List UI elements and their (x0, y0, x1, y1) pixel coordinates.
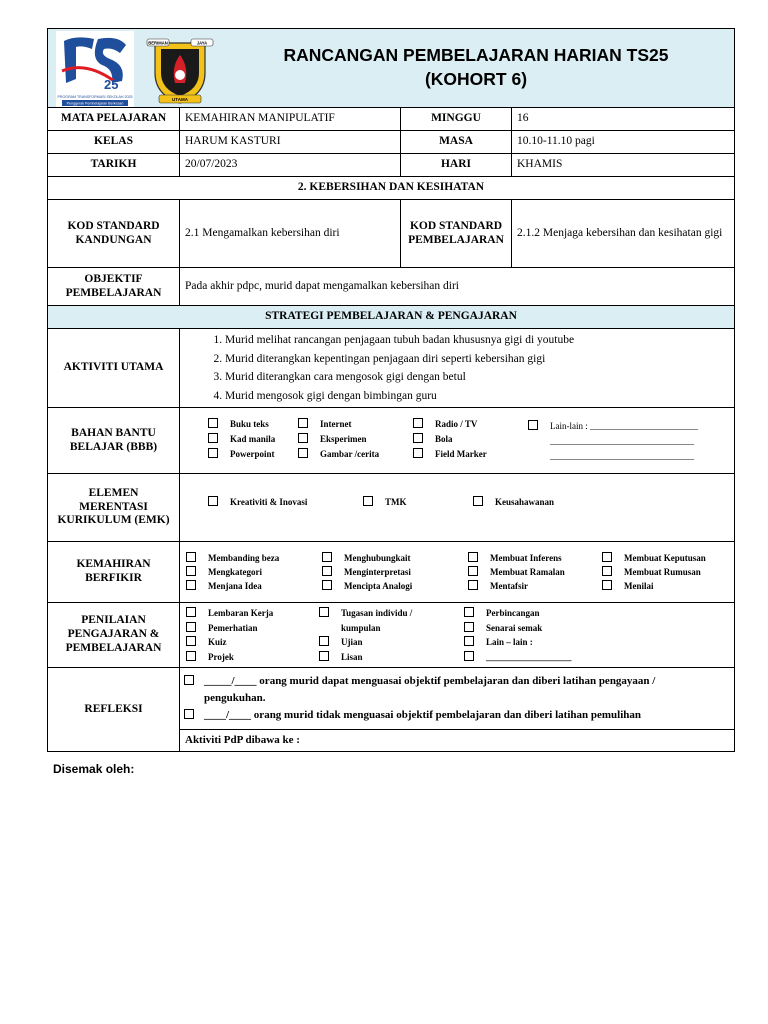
checkbox-icon (184, 675, 194, 685)
ksp-label: KOD STANDARD PEMBELAJARAN (401, 200, 512, 268)
svg-text:Penggerak Pembelajaran Berkesa: Penggerak Pembelajaran Berkesan (66, 101, 124, 106)
aktiviti-item: 1. Murid melihat rancangan penjagaan tubuh badan khususnya gigi di youtube (225, 331, 734, 350)
bbb-option[interactable]: Field Marker (413, 447, 528, 462)
kemahiran-option[interactable]: Membuat Keputusan (602, 551, 734, 565)
penilaian-option[interactable]: Lembaran Kerja (186, 606, 319, 621)
checkbox-icon (186, 607, 196, 617)
bbb-option[interactable]: Internet (298, 417, 413, 432)
penilaian-option[interactable]: Lisan (319, 650, 464, 665)
checkbox-icon (363, 496, 373, 506)
checkbox-icon (322, 552, 332, 562)
aktiviti-list (180, 329, 734, 407)
lesson-plan-sheet (47, 28, 734, 752)
checkbox-icon (602, 580, 612, 590)
checkbox-icon (298, 418, 308, 428)
penilaian-option[interactable]: Kuiz (186, 635, 319, 650)
title-line-1: RANCANGAN PEMBELAJARAN HARIAN TS25 (283, 45, 669, 65)
ksk-value: 2.1 Mengamalkan kebersihan diri (180, 200, 401, 268)
aktiviti-item: 3. Murid diterangkan cara mengosok gigi dengan betul (225, 368, 734, 387)
penilaian-options (180, 603, 735, 668)
penilaian-option[interactable]: Tugasan individu / (319, 606, 464, 621)
emk-option[interactable]: TMK (363, 495, 473, 510)
disemak-label: Disemak oleh: (53, 762, 135, 776)
kemahiran-option[interactable]: Mengkategori (186, 565, 322, 579)
aktiviti-item: 2. Murid diterangkan kepentingan penjagaan diri seperti kebersihan gigi (225, 350, 734, 369)
bbb-option-lain[interactable]: Lain-lain : ________________________ (528, 417, 734, 434)
checkbox-icon (208, 496, 218, 506)
emk-option[interactable]: Keusahawanan (473, 495, 734, 510)
checkbox-icon (464, 622, 474, 632)
school-crest-logo (145, 33, 215, 105)
kemahiran-options (180, 542, 735, 603)
checkbox-icon (468, 580, 478, 590)
bbb-col-3 (413, 417, 528, 464)
penilaian-col-3 (464, 606, 734, 664)
bbb-blank-line: ________________________________ (550, 436, 694, 446)
emk-label: ELEMEN MERENTASI KURIKULUM (EMK) (48, 474, 180, 542)
checkbox-icon (184, 709, 194, 719)
penilaian-col-2 (319, 606, 464, 664)
bbb-option[interactable]: Powerpoint (208, 447, 298, 462)
bbb-options (180, 408, 735, 474)
checkbox-icon (208, 418, 218, 428)
tarikh-label: TARIKH (48, 154, 180, 177)
bbb-option[interactable]: Gambar /cerita (298, 447, 413, 462)
kemahiran-option[interactable]: Membuat Rumusan (602, 565, 734, 579)
penilaian-option[interactable]: Pemerhatian (186, 621, 319, 636)
svg-text:JAYA: JAYA (196, 40, 208, 46)
refleksi-options (180, 668, 735, 730)
kemahiran-label: KEMAHIRAN BERFIKIR (48, 542, 180, 603)
penilaian-option[interactable]: Senarai semak (464, 621, 734, 636)
bbb-option[interactable]: Buku teks (208, 417, 298, 432)
kemahiran-col-4 (602, 551, 734, 593)
checkbox-icon (208, 448, 218, 458)
kemahiran-col-1 (186, 551, 322, 593)
bbb-col-4 (528, 417, 734, 464)
kemahiran-option[interactable]: Mencipta Analogi (322, 579, 468, 593)
checkbox-icon (186, 622, 196, 632)
svg-text:PROGRAM TRANSFORMASI SEKOLAH 2: PROGRAM TRANSFORMASI SEKOLAH 2025 (57, 95, 133, 99)
kemahiran-option[interactable]: Membuat Ramalan (468, 565, 602, 579)
bbb-option[interactable]: Radio / TV (413, 417, 528, 432)
bbb-option[interactable]: Kad manila (208, 432, 298, 447)
checkbox-icon (602, 566, 612, 576)
checkbox-icon (319, 651, 329, 661)
penilaian-option[interactable]: ___________________ (464, 650, 734, 665)
checkbox-icon (186, 580, 196, 590)
bbb-col-2 (298, 417, 413, 464)
masa-label: MASA (401, 131, 512, 154)
hari-value: KHAMIS (512, 154, 735, 177)
kemahiran-col-3 (468, 551, 602, 593)
kemahiran-option[interactable]: Membuat Inferens (468, 551, 602, 565)
svg-text:25: 25 (104, 77, 119, 92)
aktiviti-item: 4. Murid mengosok gigi dengan bimbingan guru (225, 387, 734, 406)
ksp-value: 2.1.2 Menjaga kebersihan dan kesihatan gigi (512, 200, 735, 268)
checkbox-icon (473, 496, 483, 506)
bbb-option[interactable]: Eksperimen (298, 432, 413, 447)
tarikh-value: 20/07/2023 (180, 154, 401, 177)
kemahiran-option[interactable]: Menilai (602, 579, 734, 593)
svg-text:UTAMA: UTAMA (172, 97, 188, 102)
objektif-value: Pada akhir pdpc, murid dapat mengamalkan kebersihan diri (180, 268, 735, 306)
checkbox-icon (208, 433, 218, 443)
objektif-label: OBJEKTIF PEMBELAJARAN (48, 268, 180, 306)
checkbox-icon (322, 580, 332, 590)
checkbox-icon (413, 418, 423, 428)
penilaian-option[interactable]: Projek (186, 650, 319, 665)
masa-value: 10.10-11.10 pagi (512, 131, 735, 154)
kemahiran-option[interactable]: Menginterpretasi (322, 565, 468, 579)
kemahiran-option[interactable]: Menghubungkait (322, 551, 468, 565)
hari-label: HARI (401, 154, 512, 177)
minggu-label: MINGGU (401, 108, 512, 131)
checkbox-icon (319, 607, 329, 617)
strategi-heading: STRATEGI PEMBELAJARAN & PENGAJARAN (48, 306, 735, 329)
title-line-2: (KOHORT 6) (424, 69, 528, 89)
checkbox-icon (464, 607, 474, 617)
penilaian-option[interactable]: Perbincangan (464, 606, 734, 621)
checkbox-icon (298, 448, 308, 458)
penilaian-col-1 (186, 606, 319, 664)
checkbox-icon (322, 566, 332, 576)
aktiviti-dibawa-field[interactable]: Aktiviti PdP dibawa ke : (180, 730, 735, 752)
kemahiran-option[interactable]: Mentafsir (468, 579, 602, 593)
checkbox-icon (186, 566, 196, 576)
penilaian-label: PENILAIAN PENGAJARAN & PEMBELAJARAN (48, 603, 180, 668)
emk-option[interactable]: Kreativiti & Inovasi (208, 495, 363, 510)
kemahiran-option[interactable]: Menjana Idea (186, 579, 322, 593)
checkbox-icon (468, 552, 478, 562)
checkbox-icon (528, 420, 538, 430)
mata-pelajaran-label: MATA PELAJARAN (48, 108, 180, 131)
checkbox-icon (413, 433, 423, 443)
aktiviti-label: AKTIVITI UTAMA (48, 329, 180, 408)
checkbox-icon (464, 651, 474, 661)
emk-options (180, 474, 735, 542)
checkbox-icon (602, 552, 612, 562)
kemahiran-col-2 (322, 551, 468, 593)
penilaian-option[interactable]: Lain – lain : (464, 635, 734, 650)
lesson-plan-table (47, 28, 735, 752)
mata-pelajaran-value: KEMAHIRAN MANIPULATIF (180, 108, 401, 131)
page-title (218, 43, 734, 91)
penilaian-option-cont: kumpulan (341, 622, 381, 633)
checkbox-icon (186, 651, 196, 661)
bbb-col-1 (208, 417, 298, 464)
kelas-value: HARUM KASTURI (180, 131, 401, 154)
bbb-label: BAHAN BANTU BELAJAR (BBB) (48, 408, 180, 474)
bbb-blank-line: ________________________________ (550, 451, 694, 461)
ts25-logo (56, 31, 134, 107)
refleksi-option-cont: pengukuhan. (204, 692, 266, 704)
checkbox-icon (464, 636, 474, 646)
checkbox-icon (468, 566, 478, 576)
kelas-label: KELAS (48, 131, 180, 154)
refleksi-option[interactable]: ____/____ orang murid tidak menguasai objektif pembelajaran dan diberi latihan pemulihan (184, 707, 730, 724)
bbb-option[interactable]: Bola (413, 432, 528, 447)
ksk-label: KOD STANDARD KANDUNGAN (48, 200, 180, 268)
checkbox-icon (298, 433, 308, 443)
minggu-value: 16 (512, 108, 735, 131)
checkbox-icon (186, 552, 196, 562)
svg-text:BERIMAN: BERIMAN (148, 40, 168, 46)
aktiviti-list-cell (180, 329, 735, 408)
refleksi-option[interactable]: _____/____ orang murid dapat menguasai objektif pembelajaran dan diberi latihan pengayaan / (184, 673, 730, 690)
topic-heading: 2. KEBERSIHAN DAN KESIHATAN (48, 177, 735, 200)
checkbox-icon (413, 448, 423, 458)
checkbox-icon (186, 636, 196, 646)
penilaian-option[interactable]: Ujian (319, 635, 464, 650)
checkbox-icon (319, 636, 329, 646)
kemahiran-option[interactable]: Membanding beza (186, 551, 322, 565)
header-banner (48, 29, 735, 108)
refleksi-label: REFLEKSI (48, 668, 180, 752)
